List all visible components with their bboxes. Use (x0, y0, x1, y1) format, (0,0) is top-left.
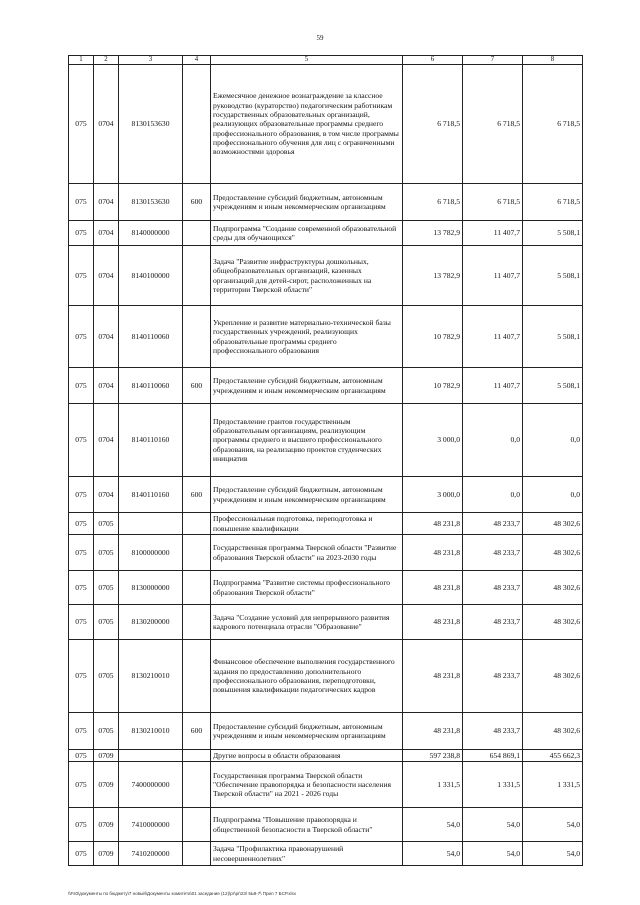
cell-amount-1: 48 231,8 (403, 640, 463, 713)
cell-admin-code: 075 (69, 713, 94, 750)
cell-expense-type: 600 (183, 477, 211, 513)
cell-amount-1: 3 000,0 (403, 477, 463, 513)
cell-expense-type (183, 221, 211, 246)
cell-admin-code: 075 (69, 65, 94, 184)
cell-expense-type (183, 808, 211, 842)
cell-target-article: 8130000000 (119, 571, 183, 605)
column-header-4: 4 (183, 56, 211, 65)
cell-description: Государственная программа Тверской области "Обеспечение правопорядка и безопасности населения Тверской области" на 2021 - 2026 годы (211, 762, 403, 808)
cell-target-article: 8140110060 (119, 368, 183, 404)
cell-amount-1: 597 238,8 (403, 750, 463, 762)
cell-target-article: 8130210010 (119, 713, 183, 750)
cell-amount-2: 48 233,7 (463, 640, 523, 713)
cell-expense-type: 600 (183, 713, 211, 750)
table-row (69, 571, 583, 605)
cell-target-article: 7410200000 (119, 842, 183, 866)
budget-table (68, 55, 583, 866)
cell-target-article: 7400000000 (119, 762, 183, 808)
cell-amount-3: 455 662,3 (523, 750, 583, 762)
cell-amount-1: 13 782,9 (403, 246, 463, 306)
table-row (69, 404, 583, 477)
cell-amount-1: 3 000,0 (403, 404, 463, 477)
cell-section: 0704 (94, 477, 119, 513)
cell-amount-3: 0,0 (523, 477, 583, 513)
cell-amount-2: 48 233,7 (463, 713, 523, 750)
column-header-1: 1 (69, 56, 94, 65)
cell-admin-code: 075 (69, 535, 94, 571)
table-row (69, 640, 583, 713)
cell-amount-2: 11 407,7 (463, 221, 523, 246)
table-row (69, 477, 583, 513)
cell-target-article: 8140110160 (119, 404, 183, 477)
table-row (69, 306, 583, 368)
cell-description: Подпрограмма "Создание современной образовательной среды для обучающихся" (211, 221, 403, 246)
cell-amount-1: 48 231,8 (403, 513, 463, 535)
cell-admin-code: 075 (69, 221, 94, 246)
cell-description: Задача "Профилактика правонарушений несовершеннолетних" (211, 842, 403, 866)
cell-target-article: 8140100000 (119, 246, 183, 306)
cell-expense-type (183, 750, 211, 762)
cell-target-article: 8130153630 (119, 184, 183, 221)
column-header-8: 8 (523, 56, 583, 65)
cell-description: Предоставление субсидий бюджетным, автономным учреждениям и иным некоммерческим организациям (211, 184, 403, 221)
cell-amount-3: 6 718,5 (523, 65, 583, 184)
cell-amount-2: 48 233,7 (463, 605, 523, 640)
cell-admin-code: 075 (69, 184, 94, 221)
cell-amount-1: 6 718,5 (403, 65, 463, 184)
cell-target-article (119, 750, 183, 762)
cell-amount-1: 54,0 (403, 808, 463, 842)
cell-amount-1: 10 782,9 (403, 368, 463, 404)
cell-section: 0704 (94, 65, 119, 184)
cell-target-article (119, 513, 183, 535)
table-row (69, 65, 583, 184)
cell-target-article: 8100000000 (119, 535, 183, 571)
cell-section: 0705 (94, 713, 119, 750)
cell-description: Предоставление субсидий бюджетным, автономным учреждениям и иным некоммерческим организациям (211, 477, 403, 513)
cell-amount-2: 54,0 (463, 808, 523, 842)
cell-admin-code: 075 (69, 808, 94, 842)
cell-expense-type (183, 513, 211, 535)
cell-expense-type (183, 246, 211, 306)
cell-amount-1: 48 231,8 (403, 571, 463, 605)
cell-amount-2: 654 869,1 (463, 750, 523, 762)
cell-section: 0709 (94, 842, 119, 866)
cell-amount-1: 48 231,8 (403, 535, 463, 571)
cell-amount-3: 0,0 (523, 404, 583, 477)
table-row (69, 368, 583, 404)
table-row (69, 513, 583, 535)
cell-amount-3: 48 302,6 (523, 605, 583, 640)
cell-section: 0705 (94, 605, 119, 640)
cell-amount-2: 1 331,5 (463, 762, 523, 808)
cell-section: 0704 (94, 246, 119, 306)
cell-description: Другие вопросы в области образования (211, 750, 403, 762)
cell-admin-code: 075 (69, 640, 94, 713)
table-row (69, 246, 583, 306)
cell-expense-type (183, 605, 211, 640)
cell-amount-2: 48 233,7 (463, 513, 523, 535)
column-header-7: 7 (463, 56, 523, 65)
cell-description: Ежемесячное денежное вознаграждение за классное руководство (кураторство) педагогическим работникам государственных образовательных организаций, реализующих образовательные программы среднего профессионального образования, в том числе программы профессионального обучения для лиц с ограниченными возможностями здоровья (211, 65, 403, 184)
cell-amount-3: 48 302,6 (523, 713, 583, 750)
cell-admin-code: 075 (69, 404, 94, 477)
cell-target-article: 8130200000 (119, 605, 183, 640)
cell-admin-code: 075 (69, 306, 94, 368)
cell-section: 0705 (94, 640, 119, 713)
cell-section: 0704 (94, 306, 119, 368)
cell-description: Государственная программа Тверской области "Развитие образования Тверской области" на 2023-2030 годы (211, 535, 403, 571)
cell-amount-2: 48 233,7 (463, 571, 523, 605)
cell-expense-type (183, 306, 211, 368)
cell-amount-2: 6 718,5 (463, 65, 523, 184)
cell-expense-type: 600 (183, 368, 211, 404)
table-row (69, 535, 583, 571)
cell-admin-code: 075 (69, 762, 94, 808)
cell-expense-type (183, 571, 211, 605)
cell-section: 0704 (94, 368, 119, 404)
cell-amount-2: 11 407,7 (463, 246, 523, 306)
table-row (69, 842, 583, 866)
file-path-footer: \\Fs0\документы по бюджету\7 новый\Документы комитета\01 заседание (12)\pr\pr\23\ 5Ь9-7\ Прил 7 БСР.xlsx (68, 891, 296, 896)
cell-description: Предоставление субсидий бюджетным, автономным учреждениям и иным некоммерческим организациям (211, 368, 403, 404)
cell-target-article: 8130210010 (119, 640, 183, 713)
page-number: 59 (316, 34, 324, 42)
cell-section: 0709 (94, 750, 119, 762)
cell-amount-1: 13 782,9 (403, 221, 463, 246)
cell-amount-2: 0,0 (463, 404, 523, 477)
cell-expense-type (183, 535, 211, 571)
cell-amount-3: 48 302,6 (523, 640, 583, 713)
cell-amount-2: 6 718,5 (463, 184, 523, 221)
column-header-6: 6 (403, 56, 463, 65)
table-row (69, 605, 583, 640)
column-header-3: 3 (119, 56, 183, 65)
cell-admin-code: 075 (69, 513, 94, 535)
cell-description: Задача "Создание условий для непрерывного развития кадрового потенциала отрасли "Образование" (211, 605, 403, 640)
cell-description: Финансовое обеспечение выполнения государственного задания по предоставлению дополнительного профессионального образования, переподготовки, повышения квалификации педагогических кадров (211, 640, 403, 713)
cell-amount-1: 48 231,8 (403, 605, 463, 640)
table-row (69, 713, 583, 750)
cell-amount-1: 54,0 (403, 842, 463, 866)
cell-amount-3: 1 331,5 (523, 762, 583, 808)
cell-section: 0705 (94, 535, 119, 571)
cell-section: 0704 (94, 404, 119, 477)
table-row (69, 750, 583, 762)
cell-description: Укрепление и развитие материально-технической базы государственных учреждений, реализующих образовательные программы среднего профессионального образования (211, 306, 403, 368)
cell-expense-type (183, 404, 211, 477)
cell-expense-type: 600 (183, 184, 211, 221)
cell-target-article: 8140110060 (119, 306, 183, 368)
cell-admin-code: 075 (69, 477, 94, 513)
cell-amount-3: 6 718,5 (523, 184, 583, 221)
cell-section: 0709 (94, 808, 119, 842)
cell-description: Предоставление грантов государственным образовательным организациям, реализующим программы среднего и высшего профессионального образования, на реализацию проектов студенческих инициатив (211, 404, 403, 477)
cell-amount-3: 54,0 (523, 808, 583, 842)
cell-amount-2: 0,0 (463, 477, 523, 513)
table-row (69, 221, 583, 246)
cell-amount-2: 11 407,7 (463, 368, 523, 404)
cell-amount-3: 5 508,1 (523, 368, 583, 404)
cell-target-article: 8140000000 (119, 221, 183, 246)
cell-amount-3: 5 508,1 (523, 306, 583, 368)
cell-amount-3: 5 508,1 (523, 246, 583, 306)
cell-admin-code: 075 (69, 368, 94, 404)
column-header-2: 2 (94, 56, 119, 65)
cell-admin-code: 075 (69, 571, 94, 605)
cell-amount-3: 5 508,1 (523, 221, 583, 246)
cell-amount-2: 48 233,7 (463, 535, 523, 571)
cell-expense-type (183, 640, 211, 713)
table-row (69, 762, 583, 808)
column-header-5: 5 (211, 56, 403, 65)
cell-section: 0709 (94, 762, 119, 808)
cell-target-article: 8140110160 (119, 477, 183, 513)
cell-section: 0704 (94, 221, 119, 246)
cell-target-article: 8130153630 (119, 65, 183, 184)
cell-amount-1: 10 782,9 (403, 306, 463, 368)
cell-amount-3: 48 302,6 (523, 571, 583, 605)
cell-admin-code: 075 (69, 842, 94, 866)
table-header-row (69, 56, 583, 65)
cell-amount-2: 54,0 (463, 842, 523, 866)
cell-amount-2: 11 407,7 (463, 306, 523, 368)
cell-description: Задача "Развитие инфраструктуры дошкольных, общеобразовательных организаций, казенных организаций для детей-сирот, расположенных на территории Тверской области" (211, 246, 403, 306)
cell-description: Предоставление субсидий бюджетным, автономным учреждениям и иным некоммерческим организациям (211, 713, 403, 750)
cell-section: 0705 (94, 513, 119, 535)
cell-amount-3: 54,0 (523, 842, 583, 866)
cell-section: 0704 (94, 184, 119, 221)
cell-expense-type (183, 762, 211, 808)
cell-admin-code: 075 (69, 246, 94, 306)
cell-description: Подпрограмма "Повышение правопорядка и общественной безопасности в Тверской области" (211, 808, 403, 842)
cell-expense-type (183, 842, 211, 866)
cell-target-article: 7410000000 (119, 808, 183, 842)
table-row (69, 184, 583, 221)
cell-expense-type (183, 65, 211, 184)
cell-amount-3: 48 302,6 (523, 513, 583, 535)
table-row (69, 808, 583, 842)
cell-description: Профессиональная подготовка, переподготовка и повышение квалификации (211, 513, 403, 535)
cell-amount-1: 48 231,8 (403, 713, 463, 750)
cell-section: 0705 (94, 571, 119, 605)
cell-amount-1: 6 718,5 (403, 184, 463, 221)
cell-amount-3: 48 302,6 (523, 535, 583, 571)
cell-admin-code: 075 (69, 750, 94, 762)
cell-amount-1: 1 331,5 (403, 762, 463, 808)
cell-admin-code: 075 (69, 605, 94, 640)
cell-description: Подпрограмма "Развитие системы профессионального образования Тверской области" (211, 571, 403, 605)
